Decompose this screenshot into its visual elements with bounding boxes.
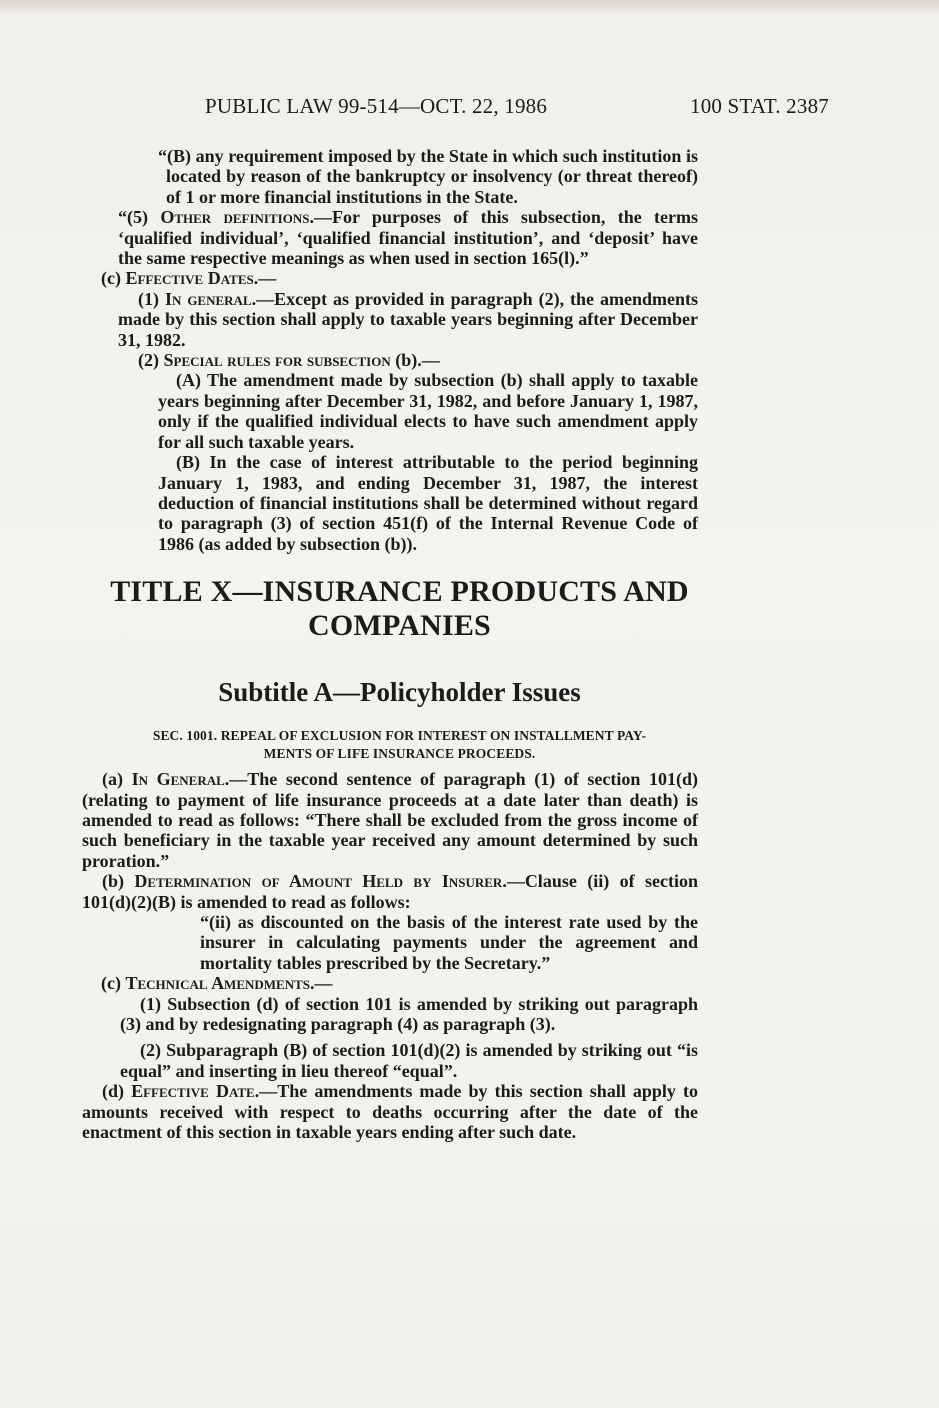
- subparagraph-b: (B) In the case of interest attributable to the period beginning January 1, 1983, and ending December 31, 1987, the interest deduction of financial institutions shall be determined without regard to paragraph (3) of section 451(f) of the Internal Revenue Code of 1986 (as added by subsection (b)).: [158, 452, 698, 554]
- paragraph-special-rules: [138, 350, 698, 370]
- paragraph-quote-b: “(B) any requirement imposed by the State in which such institution is located by reason of the bankruptcy or insolvency (or threat thereof) of 1 or more financial institutions in the State.: [158, 146, 698, 207]
- paragraph-in-general: [118, 289, 698, 350]
- title-heading: [101, 575, 698, 643]
- paragraph-text: (b).—: [390, 350, 440, 371]
- paragraph-heading: Other definitions: [160, 207, 310, 228]
- paragraph-heading: Technical Amendments: [125, 973, 311, 994]
- subsection-a: [82, 769, 698, 871]
- paragraph-number: (c): [101, 973, 121, 994]
- paragraph-number: (b): [102, 871, 124, 892]
- paragraph-text: .—Clause (ii) of section 101(d)(2)(B) is amended to read as follows:: [82, 871, 698, 912]
- paragraph-heading: In general: [164, 288, 252, 309]
- subsection-b: [82, 871, 698, 912]
- paragraph-number: “(5): [118, 207, 148, 228]
- paragraph-effective-dates: [101, 268, 698, 288]
- paragraph-heading: Special rules for subsection: [163, 350, 391, 371]
- paragraph-number: (c): [101, 268, 121, 289]
- paragraph-number: (1): [138, 288, 159, 309]
- paragraph-heading: Effective Dates: [125, 268, 254, 289]
- technical-amendment-1: (1) Subsection (d) of section 101 is amended by striking out paragraph (3) and by redesignating paragraph (4) as paragraph (3).: [120, 993, 698, 1034]
- subsection-c: [101, 973, 698, 993]
- section-heading-line-1: SEC. 1001. REPEAL OF EXCLUSION FOR INTEREST ON INSTALLMENT PAY-: [152, 728, 647, 744]
- paragraph-other-definitions: [118, 207, 698, 268]
- paragraph-text: .—The second sentence of paragraph (1) of section 101(d) (relating to payment of life insurance proceeds at a date later than death) is amended to read as follows: “There shall be excluded from the gross income of such beneficiary in the taxable year received any amount determined by such proration.”: [82, 769, 699, 871]
- page-header: [0, 94, 939, 120]
- clause-ii: “(ii) as discounted on the basis of the interest rate used by the insurer in calculating payments under the agreement and mortality tables prescribed by the Secretary.”: [200, 911, 698, 973]
- paragraph-heading: Effective Date: [131, 1081, 255, 1102]
- title-line-1: TITLE X—INSURANCE PRODUCTS AND: [110, 575, 689, 609]
- paragraph-heading: In General: [131, 769, 225, 790]
- paragraph-heading: Determination of Amount Held by Insurer: [134, 871, 503, 892]
- paragraph-text: .—For purposes of this subsection, the terms ‘qualified individual’, ‘qualified financial institution’, and ‘deposit’ have the same respective meanings as when used in section 165(l).”: [118, 207, 699, 269]
- paragraph-text: .—Except as provided in paragraph (2), the amendments made by this section shall apply to taxable years beginning after December 31, 1982.: [118, 288, 699, 350]
- section-heading-line-2: MENTS OF LIFE INSURANCE PROCEEDS.: [263, 746, 536, 762]
- page-citation: 100 STAT. 2387: [690, 94, 829, 118]
- running-head: PUBLIC LAW 99-514—OCT. 22, 1986: [205, 94, 548, 118]
- section-heading: [101, 727, 698, 763]
- title-line-2: COMPANIES: [308, 609, 491, 643]
- paragraph-number: (a): [102, 769, 123, 790]
- subparagraph-a: (A) The amendment made by subsection (b) shall apply to taxable years beginning after December 31, 1982, and before January 1, 1987, only if the qualified individual elects to have such amendment apply for all such taxable years.: [158, 370, 698, 452]
- subsection-d: [82, 1081, 698, 1142]
- paragraph-number: (2): [138, 350, 159, 371]
- paragraph-text: .—: [253, 268, 277, 289]
- body-text: [0, 146, 939, 1142]
- paragraph-text: .—The amendments made by this section shall apply to amounts received with respect to deaths occurring after the date of the enactment of this section in taxable years ending after such date.: [82, 1081, 699, 1143]
- paragraph-text: .—: [310, 973, 333, 994]
- subtitle-heading: Subtitle A—Policyholder Issues: [218, 677, 581, 708]
- paragraph-number: (d): [102, 1081, 124, 1102]
- technical-amendment-2: (2) Subparagraph (B) of section 101(d)(2) is amended by striking out “is equal” and inserting in lieu thereof “equal”.: [120, 1040, 698, 1081]
